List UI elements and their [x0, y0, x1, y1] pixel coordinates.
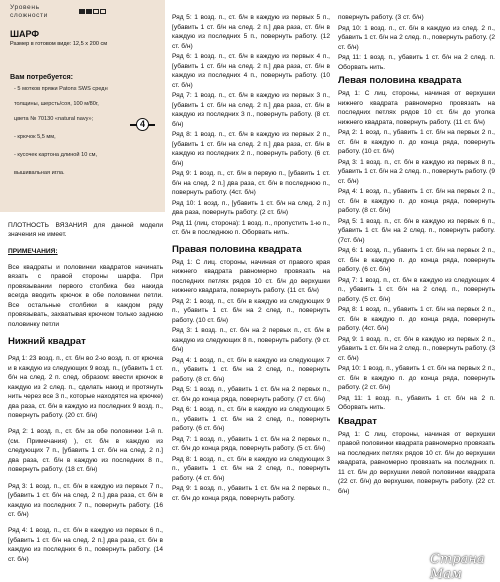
- difficulty-square-empty: [100, 9, 106, 14]
- row-instruction: Ряд 10: 1 возд. п., [убавить 1 ст. б/н на след. 2 п.] два раза, повернуть работу. (2 ст. б/н): [172, 199, 330, 216]
- row-instruction: Ряд 11: 1 возд. п., убавить 1 ст. б/н на 2 след. п. Оборвать нить.: [338, 54, 495, 71]
- row-instruction: Ряд 4: 1 возд. п., ст. б/н в каждую из следующих 7 п., убавить 1 ст. б/н на 2 след. п., повернуть работу. (8 ст. б/н): [172, 356, 330, 383]
- row-instruction: Ряд 1: 23 возд. п., ст. б/н во 2-ю возд. п. от крючка и в каждую из следующих 9 возд. п., (убавить 1 ст. б/н на след. 2 п. след. образом: ввести крючок в каждую из 2 след. п., сделать накид и протянуть нить через все 3 п., которые находятся на крючке) два раза, ст. б/н в каждую из последних 9 возд. п., повернуть работу. (20 ст. б/н): [8, 355, 163, 420]
- notes-heading: ПРИМЕЧАНИЯ:: [8, 247, 58, 255]
- row-instruction: Ряд 11: 1 возд. п., убавить 1 ст. б/н на 2 п. Оборвать нить.: [338, 394, 495, 411]
- notes-text: Все квадраты и половинки квадратов начинать вязать с правой стороны шарфа. При провязывании первого столбика без накида всегда вводить крючок в обе половинки петли. Все остальные столбики в каждом ряду провязывать, захватывая крючком только заднюю половинку петли: [8, 263, 163, 328]
- row-instruction: Ряд 10: 1 возд. п., убавить 1 ст. б/н на первых 2 п., ст. б/н в каждую п. до конца ряда, повернуть работу. (2 ст. б/н): [338, 365, 495, 391]
- row-instruction: Ряд 6: 1 возд. п., убавить 1 ст. б/н на первых 2 п., ст. б/н в каждую п. до конца ряда, повернуть работу. (6 ст. б/н): [338, 247, 495, 273]
- column-3-text: [338, 13, 495, 497]
- row-instruction: Ряд 7: 1 возд. п., ст. б/н в каждую из следующих 4 п., убавить 1 ст. б/н на 2 след. п., повернуть работу. (5 ст. б/н): [338, 276, 495, 303]
- right-half-heading: Правая половина квадрата: [172, 243, 302, 255]
- bottom-square-heading: Нижний квадрат: [8, 335, 86, 347]
- row-instruction: Ряд 2: 1 возд. п., убавить 1 ст. б/н на первых 2 п., ст. б/н в каждую п. до конца ряда, повернуть работу. (10 ст. б/н): [338, 129, 495, 155]
- row-instruction: Ряд 6: 1 возд. п., ст. б/н в каждую из первых 4 п., [убавить 1 ст. б/н на след. 2 п.] два раза, ст. б/н в каждую из последних 4 п., повернуть работу. (10 ст. б/н): [172, 53, 330, 89]
- material-line: - крючок 5,5 мм,: [14, 134, 56, 140]
- row-instruction: Ряд 1: С лиц. стороны, начиная от верхушки нижнего квадрата равномерно провязать на последних петлях рядов 10 ст. б/н до уголка нижнего квадрата, повернуть работу. (11 ст. б/н): [338, 90, 495, 126]
- column-2-text: [172, 13, 330, 504]
- difficulty-square-filled: [86, 9, 92, 14]
- square-heading: Квадрат: [338, 415, 377, 427]
- row-instruction: Ряд 9: 1 возд. п., ст. б/н в каждую из первых 2 п., убавить 1 ст. б/н на 2 след. п., повернуть работу. (3 ст. б/н): [338, 335, 495, 362]
- row-instruction: Ряд 5: 1 возд. п., ст. б/н в каждую из первых 6 п., убавить 1 ст. б/н на 2 след. п., повернуть работу. (7ст. б/н): [338, 217, 495, 244]
- material-line: цвета № 70130 «natural navy»;: [14, 116, 94, 122]
- site-watermark: Страна Мам: [430, 552, 485, 582]
- row-instruction: Ряд 7: 1 возд. п., ст. б/н в каждую из первых 3 п., [убавить 1 ст. б/н на след. 2 п.] два раза, ст. б/н в каждую из последних 3 п., повернуть работу. (8 ст. б/н): [172, 92, 330, 128]
- pattern-title: ШАРФ: [10, 29, 40, 39]
- pattern-size: Размер в готовом виде: 12,5 х 200 см: [10, 41, 108, 47]
- row-instruction: Ряд 3: 1 возд. п., ст. б/н на 2 первых п., ст. б/н в каждую из следующих 8 п., повернуть работу. (9 ст. б/н): [172, 327, 330, 353]
- row-instruction: Ряд 1: С лиц. стороны, начиная от верхушки правой половинки квадрата равномерно провязать на последних петлях рядов 10 ст. б/н до верхушки квадрата, равномерно провязать на последних п. 11 ст. б/н до верхушки левой половинки квадрата (22 ст. б/н) до верхушки, повернуть работу. (22 ст. б/н): [338, 430, 495, 495]
- column-1-text: [8, 214, 163, 571]
- density-text: ПЛОТНОСТЬ ВЯЗАНИЯ для данной модели значения не имеет.: [8, 221, 163, 239]
- difficulty-square-empty: [93, 9, 99, 14]
- row-instruction: Ряд 5: 1 возд. п., ст. б/н в каждую из первых 5 п., [убавить 1 ст. б/н на след. 2 п.] два раза, ст. б/н в каждую из последних 5 п., повернуть работу. (12 ст. б/н): [172, 14, 330, 50]
- row-instruction: Ряд 4: 1 возд. п., ст. б/н в каждую из первых 6 п., [убавить 1 ст. б/н на след. 2 п.] два раза, ст. б/н в каждую из последних 6 п., повернуть работу. (14 ст. б/н): [8, 527, 163, 563]
- row-instruction: Ряд 5: 1 возд. п., убавить 1 ст. б/н на 2 первых п., ст. б/н до конца ряда, повернуть работу. (7 ст. б/н): [172, 386, 330, 403]
- difficulty-indicator: [79, 9, 106, 14]
- row-instruction: Ряд 4: 1 возд. п., убавить 1 ст. б/н на первых 2 п., ст. б/н в каждую п. до конца ряда, повернуть работу. (8 ст. б/н): [338, 188, 495, 214]
- row-instruction: Ряд 7: 1 возд. п., убавить 1 ст. б/н на 2 первых п., ст. б/н до конца ряда, повернуть работу. (5 ст. б/н): [172, 435, 330, 452]
- row-instruction: Ряд 8: 1 возд. п., ст. б/н в каждую из первых 2 п., [убавить 1 ст. б/н на след. 2 п.] два раза, ст. б/н в каждую из последних 2 п., повернуть работу. (6 ст. б/н): [172, 131, 330, 167]
- materials-heading: Вам потребуется:: [10, 72, 74, 81]
- material-line: - 5 мотков пряжи Patons SWS средн: [14, 86, 108, 92]
- row-instruction: Ряд 8: 1 возд. п., убавить 1 ст. б/н на первых 2 п., ст. б/н в каждую п. до конца ряда, повернуть работу. (4ст. б/н): [338, 306, 495, 332]
- left-half-heading: Левая половина квадрата: [338, 75, 462, 86]
- row-instruction: Ряд 2: 1 возд. п., ст. б/н в каждую из следующих 9 п., убавить 1 ст. б/н на 2 след. п., повернуть работу. (10 ст. б/н): [172, 297, 330, 324]
- row-instruction: Ряд 6: 1 возд. п., ст. б/н в каждую из следующих 5 п., убавить 1 ст. б/н на 2 след. п., повернуть работу. (6 ст. б/н): [172, 406, 330, 432]
- row-instruction: Ряд 9: 1 возд. п., ст. б/н в первую п., [убавить 1 ст. б/н на след. 2 п.] два раза, ст. б/н в последнюю п., повернуть работу. (4ст. б/н): [172, 170, 330, 196]
- difficulty-label: Уровень сложности: [10, 4, 48, 19]
- row-instruction: Ряд 10: 1 возд. п., ст. б/н в каждую из след. 2 п., убавить 1 ст. б/н на 2 след. п., повернуть работу. (2 ст. б/н): [338, 24, 495, 51]
- row-instruction: Ряд 3: 1 возд. п., ст. б/н в каждую из первых 8 п., убавить 1 ст. б/н на 2 след. п., повернуть работу. (9 ст. б/н): [338, 158, 495, 185]
- row-instruction: Ряд 9: 1 возд. п., убавить 1 ст. б/н на 2 первых п., ст. б/н до конца ряда, повернуть работу.: [172, 485, 330, 502]
- material-line: - кусочек картона длиной 10 см,: [14, 152, 98, 158]
- row-instruction: Ряд 2: 1 возд. п., ст. б/н за обе половинки 1-й п. (см. Примечания) ), ст. б/н в каждую из следующих 7 п., [убавить 1 ст. б/н на след. 2 п.] два раза, ст. б/н в каждую из последних 8 п., повернуть работу. (18 ст. б/н): [8, 428, 163, 474]
- pattern-info-box: [0, 0, 165, 212]
- hook-size-icon: 4: [136, 118, 149, 131]
- material-line: вышивальная игла.: [14, 170, 65, 176]
- row-instruction: Ряд 11 (лиц. сторона): 1 возд. п., пропустить 1-ю п., ст. б/н в последнюю п. Оборвать нить.: [172, 219, 330, 236]
- row-instruction: Ряд 3: 1 возд. п., ст. б/н в каждую из первых 7 п., [убавить 1 ст. б/н на след. 2 п.] два раза, ст. б/н в каждую из последних 7 п., повернуть работу. (16 ст. б/н): [8, 482, 163, 519]
- row-instruction: Ряд 8: 1 возд. п., ст. б/н в каждую из следующих 3 п., убавить 1 ст. б/н на 2 след. п., повернуть работу. (4 ст. б/н): [172, 455, 330, 482]
- difficulty-square-filled: [79, 9, 85, 14]
- material-line: толщины, шерсть/соя, 100 м/80г,: [14, 101, 99, 107]
- row-instruction: Ряд 1: С лиц. стороны, начиная от правого края нижнего квадрата равномерно провязать на последних петлях рядов 10 ст. б/н до верхушки нижнего квадрата, повернуть работу. (11 ст. б/н): [172, 258, 330, 294]
- row-instruction: повернуть работу. (3 ст. б/н): [338, 14, 424, 21]
